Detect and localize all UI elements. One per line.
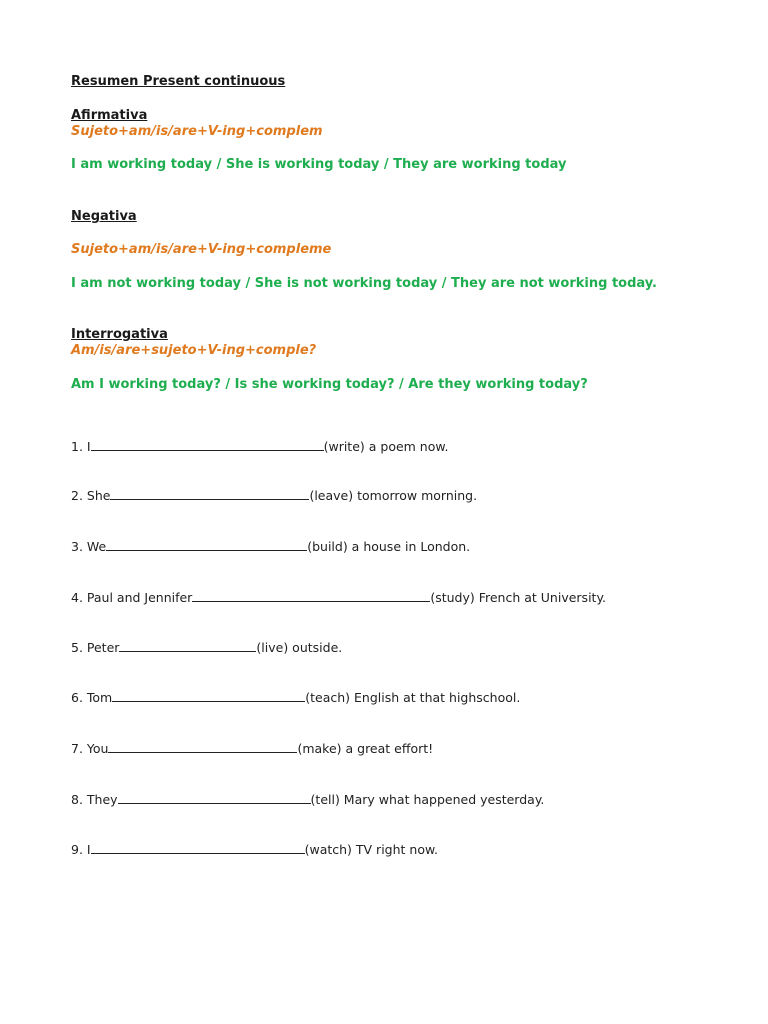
- exercise-item: [71, 487, 477, 504]
- example-afirmativa: I am working today / She is working today / They are working today: [71, 157, 567, 172]
- page-title: Resumen Present continuous: [71, 74, 286, 89]
- answer-blank[interactable]: [91, 841, 305, 854]
- section-heading-afirmativa: Afirmativa: [71, 108, 148, 123]
- exercise-suffix: (write) a poem now.: [323, 439, 449, 454]
- exercise-item: [71, 689, 520, 706]
- exercise-suffix: (leave) tomorrow morning.: [309, 488, 478, 503]
- exercise-prefix: 6. Tom: [71, 690, 113, 705]
- exercise-item: [71, 639, 342, 656]
- exercise-item: [71, 589, 606, 606]
- exercise-item: [71, 841, 438, 858]
- exercise-prefix: 5. Peter: [71, 640, 120, 655]
- exercise-suffix: (build) a house in London.: [307, 539, 471, 554]
- exercise-suffix: (tell) Mary what happened yesterday.: [310, 792, 545, 807]
- exercise-prefix: 9. I: [71, 842, 91, 857]
- answer-blank[interactable]: [118, 791, 311, 804]
- exercise-suffix: (study) French at University.: [430, 590, 607, 605]
- exercise-item: [71, 791, 544, 808]
- exercise-prefix: 8. They: [71, 792, 118, 807]
- formula-interrogativa: Am/is/are+sujeto+V-ing+comple?: [71, 343, 317, 358]
- exercise-item: [71, 438, 448, 455]
- section-heading-interrogativa: Interrogativa: [71, 327, 168, 342]
- answer-blank[interactable]: [192, 589, 430, 602]
- answer-blank[interactable]: [108, 740, 297, 753]
- answer-blank[interactable]: [106, 538, 307, 551]
- example-interrogativa: Am I working today? / Is she working today? / Are they working today?: [71, 377, 588, 392]
- example-negativa: I am not working today / She is not working today / They are not working today.: [71, 276, 657, 291]
- formula-afirmativa: Sujeto+am/is/are+V-ing+complem: [71, 124, 323, 139]
- exercise-prefix: 2. She: [71, 488, 111, 503]
- section-heading-negativa: Negativa: [71, 209, 137, 224]
- exercise-prefix: 7. You: [71, 741, 109, 756]
- exercise-prefix: 1. I: [71, 439, 91, 454]
- exercise-suffix: (teach) English at that highschool.: [305, 690, 521, 705]
- exercise-suffix: (watch) TV right now.: [304, 842, 439, 857]
- exercise-item: [71, 538, 470, 555]
- exercise-item: [71, 740, 433, 757]
- answer-blank[interactable]: [110, 487, 309, 500]
- exercise-suffix: (make) a great effort!: [297, 741, 434, 756]
- answer-blank[interactable]: [112, 689, 305, 702]
- answer-blank[interactable]: [119, 639, 256, 652]
- exercise-prefix: 3. We: [71, 539, 107, 554]
- formula-negativa: Sujeto+am/is/are+V-ing+compleme: [71, 242, 332, 257]
- exercise-suffix: (live) outside.: [256, 640, 343, 655]
- answer-blank[interactable]: [91, 438, 324, 451]
- exercise-prefix: 4. Paul and Jennifer: [71, 590, 193, 605]
